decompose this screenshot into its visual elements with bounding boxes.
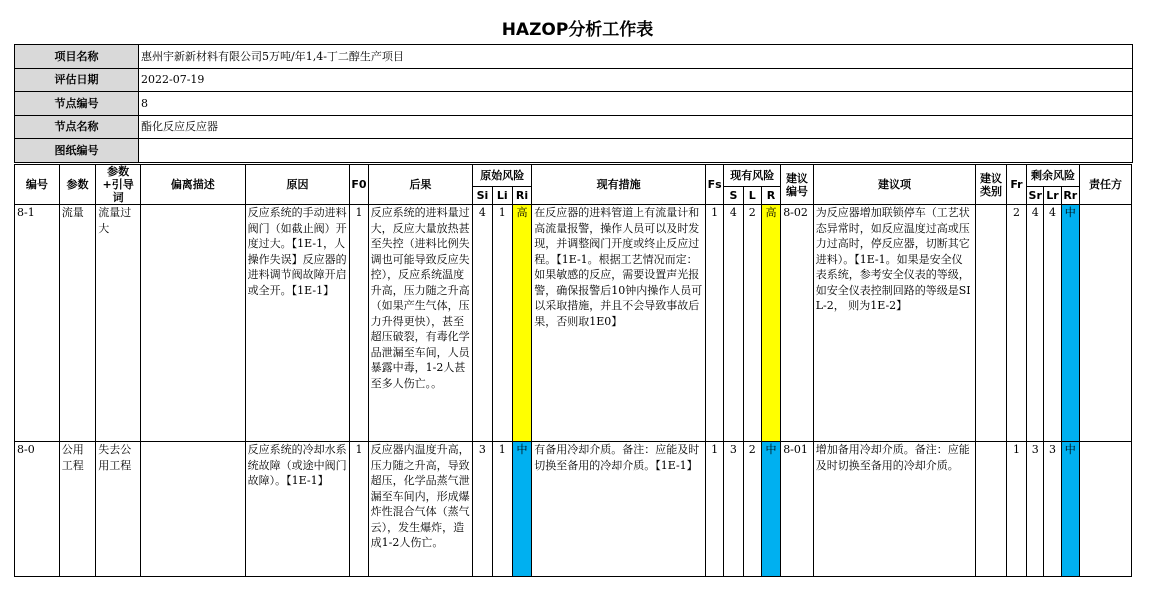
- col-header-cause: 原因: [245, 165, 350, 205]
- col-header-guide: 参数+引导词: [96, 165, 141, 205]
- col-header-resid-risk: 剩余风险: [1027, 165, 1080, 187]
- col-header-curr-risk: 现有风险: [724, 165, 781, 187]
- cell-rr: 中: [1061, 205, 1079, 442]
- cell-rec: 增加备用冷却介质。备注：应能及时切换至备用的冷却介质。: [813, 442, 976, 577]
- info-row: [15, 139, 1133, 163]
- col-header-s: S: [724, 187, 743, 205]
- cell-s: 3: [724, 442, 743, 577]
- info-row: [15, 45, 1133, 69]
- cell-fr: 1: [1006, 442, 1026, 577]
- info-value: [139, 139, 1133, 163]
- col-header-sr: Sr: [1027, 187, 1044, 205]
- cell-param: 公用工程: [59, 442, 96, 577]
- cell-guide: 失去公用工程: [96, 442, 141, 577]
- info-label: 项目名称: [15, 45, 139, 69]
- cell-s: 4: [724, 205, 743, 442]
- cell-rec-id: 8-02: [781, 205, 814, 442]
- info-value: 8: [139, 92, 1133, 116]
- col-header-r: R: [761, 187, 780, 205]
- cell-si: 3: [473, 442, 492, 577]
- cell-f0: 1: [350, 442, 368, 577]
- info-label: 图纸编号: [15, 139, 139, 163]
- info-row: [15, 92, 1133, 116]
- cell-r: 高: [761, 205, 780, 442]
- cell-deviation: [140, 442, 245, 577]
- col-header-id: 编号: [15, 165, 60, 205]
- info-value: 惠州宇新新材料有限公司5万吨/年1,4-丁二醇生产项目: [139, 45, 1133, 69]
- col-header-rec-type: 建议类别: [976, 165, 1006, 205]
- cell-cause: 反应系统的冷却水系统故障（或途中阀门故障）。【1E-1】: [245, 442, 350, 577]
- cell-li: 1: [492, 205, 512, 442]
- cell-lr: 3: [1044, 442, 1061, 577]
- col-header-li: Li: [492, 187, 512, 205]
- cell-rec-type: [976, 205, 1006, 442]
- cell-rec-type: [976, 442, 1006, 577]
- cell-ri: 中: [512, 442, 531, 577]
- info-row: [15, 115, 1133, 139]
- project-info-table: [14, 44, 1133, 163]
- cell-cause: 反应系统的手动进料阀门（如截止阀）开度过大。【1E-1，人操作失误】反应器的进料调节阀故障开启或全开。【1E-1】: [245, 205, 350, 442]
- cell-si: 4: [473, 205, 492, 442]
- info-value: 2022-07-19: [139, 68, 1133, 92]
- info-label: 节点名称: [15, 115, 139, 139]
- col-header-rec: 建议项: [813, 165, 976, 205]
- cell-sr: 4: [1027, 205, 1044, 442]
- col-header-param: 参数: [59, 165, 96, 205]
- cell-lr: 4: [1044, 205, 1061, 442]
- cell-param: 流量: [59, 205, 96, 442]
- cell-deviation: [140, 205, 245, 442]
- col-header-consequence: 后果: [368, 165, 473, 205]
- table-row: [15, 205, 1132, 442]
- cell-measures: 有备用冷却介质。备注：应能及时切换至备用的冷却介质。【1E-1】: [532, 442, 706, 577]
- cell-r: 中: [761, 442, 780, 577]
- cell-measures: 在反应器的进料管道上有流量计和高流量报警，操作人员可以及时发现，并调整阀门开度或终止反应过程。【1E-1。根据工艺情况而定：如果敏感的反应，需要设置声光报警，确保报警后10钟内操作人员可以采取措施，并且不会导致事故后果，否则取1E0】: [532, 205, 706, 442]
- cell-l: 2: [743, 205, 761, 442]
- info-label: 节点编号: [15, 92, 139, 116]
- col-header-measures: 现有措施: [532, 165, 706, 205]
- hazop-table: [14, 164, 1132, 577]
- cell-fs: 1: [706, 442, 724, 577]
- page-title: HAZOP分析工作表: [501, 20, 654, 40]
- info-value: 酯化反应反应器: [139, 115, 1133, 139]
- col-header-si: Si: [473, 187, 492, 205]
- info-label: 评估日期: [15, 68, 139, 92]
- cell-l: 2: [743, 442, 761, 577]
- cell-fr: 2: [1006, 205, 1026, 442]
- col-header-owner: 责任方: [1079, 165, 1131, 205]
- col-header-orig-risk: 原始风险: [473, 165, 532, 187]
- cell-ri: 高: [512, 205, 531, 442]
- cell-f0: 1: [350, 205, 368, 442]
- header-row: [15, 165, 1132, 187]
- cell-rr: 中: [1061, 442, 1079, 577]
- info-row: [15, 68, 1133, 92]
- col-header-l: L: [743, 187, 761, 205]
- cell-rec-id: 8-01: [781, 442, 814, 577]
- col-header-fs: Fs: [706, 165, 724, 205]
- table-row: [15, 442, 1132, 577]
- col-header-f0: F0: [350, 165, 368, 205]
- cell-guide: 流量过大: [96, 205, 141, 442]
- col-header-rec-id: 建议编号: [781, 165, 814, 205]
- cell-li: 1: [492, 442, 512, 577]
- cell-id: 8-0: [15, 442, 60, 577]
- col-header-lr: Lr: [1044, 187, 1061, 205]
- cell-sr: 3: [1027, 442, 1044, 577]
- col-header-deviation: 偏离描述: [140, 165, 245, 205]
- col-header-ri: Ri: [512, 187, 531, 205]
- cell-rec: 为反应器增加联锁停车（工艺状态异常时，如反应温度过高或压力过高时，停反应器，切断其它进料）。【1E-1。如果是安全仪表系统，参考安全仪表的等级，如安全仪表控制回路的等级是SIL-2， 则为1E-2】: [813, 205, 976, 442]
- cell-fs: 1: [706, 205, 724, 442]
- cell-consequence: 反应器内温度升高，压力随之升高，导致超压，化学品蒸气泄漏至车间内，形成爆炸性混合气体（蒸气云），发生爆炸，造成1-2人伤亡。: [368, 442, 473, 577]
- cell-owner: [1079, 205, 1131, 442]
- col-header-rr: Rr: [1061, 187, 1079, 205]
- col-header-fr: Fr: [1006, 165, 1026, 205]
- cell-owner: [1079, 442, 1131, 577]
- cell-consequence: 反应系统的进料量过大，反应大量放热甚至失控（进料比例失调也可能导致反应失控），反应系统温度升高，压力随之升高（如果产生气体，压力升得更快），甚至超压破裂，有毒化学品泄漏至车间，人员暴露中毒，1-2人甚至多人伤亡。。: [368, 205, 473, 442]
- cell-id: 8-1: [15, 205, 60, 442]
